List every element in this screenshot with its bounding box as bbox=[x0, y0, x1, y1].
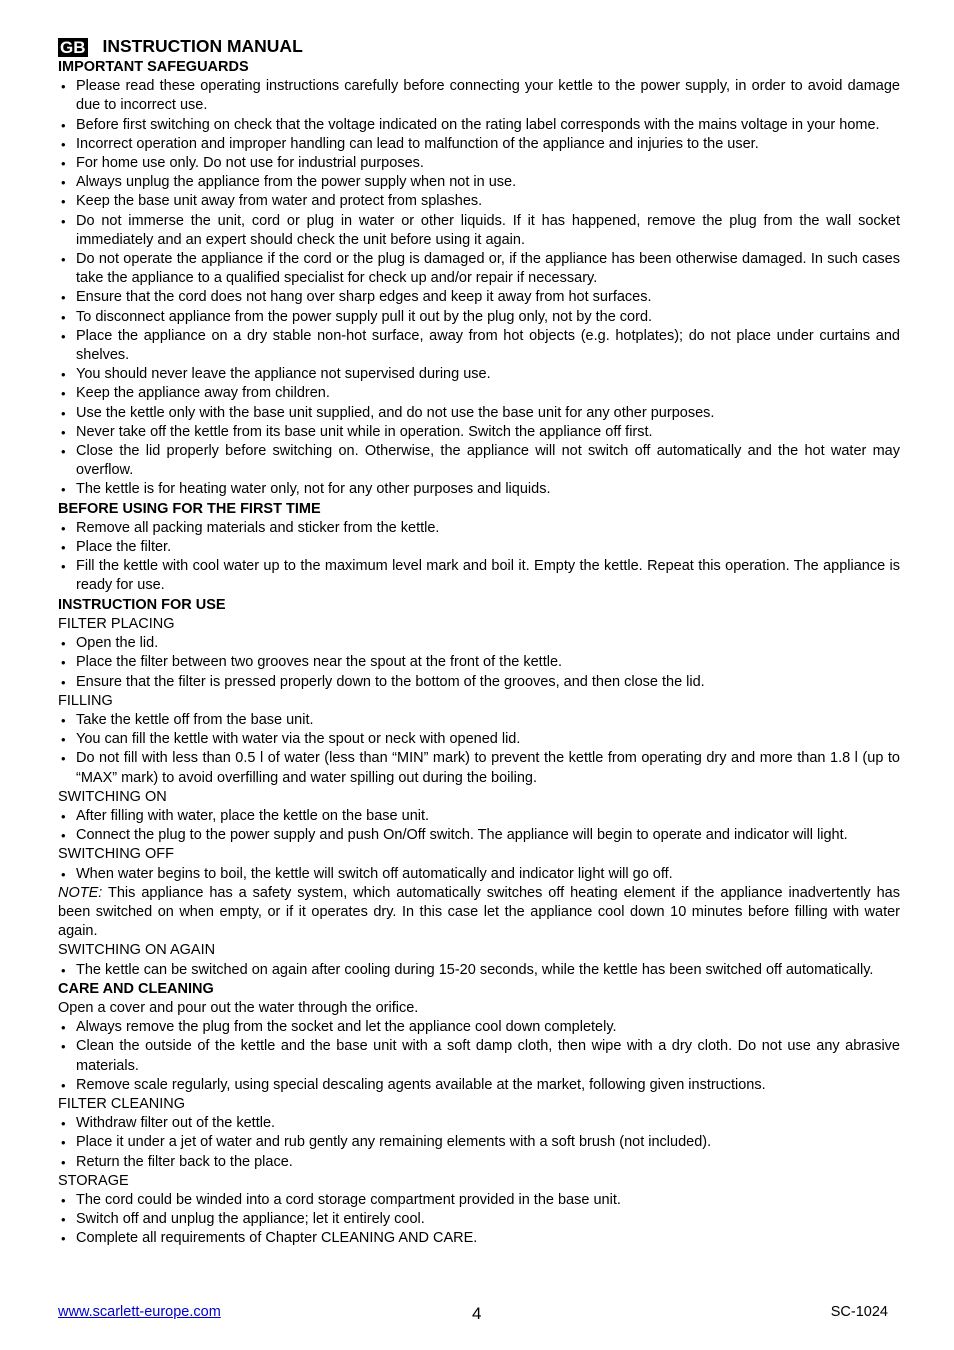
list-item: • Return the filter back to the place. bbox=[58, 1153, 900, 1172]
manual-page bbox=[58, 37, 900, 1249]
website-link[interactable]: www.scarlett-europe.com bbox=[58, 1304, 221, 1320]
list-item: • For home use only. Do not use for industrial purposes. bbox=[58, 154, 900, 173]
list-item: • After filling with water, place the kettle on the base unit. bbox=[58, 807, 900, 826]
safeguards-list bbox=[58, 77, 900, 499]
note-text: This appliance has a safety system, which automatically switches off heating element if the appliance inadvertently has been switched on when empty, or if it operates dry. In this case let the appliance cool down 10 minutes before filling with water again. bbox=[58, 884, 900, 940]
list-item: • Use the kettle only with the base unit supplied, and do not use the base unit for any other purposes. bbox=[58, 404, 900, 423]
list-item: • Place the filter. bbox=[58, 538, 900, 557]
list-item: • Place the appliance on a dry stable non-hot surface, away from hot objects (e.g. hotplates); do not place under curtains and shelves. bbox=[58, 327, 900, 365]
subheading-storage: STORAGE bbox=[58, 1172, 129, 1189]
list-item: • The cord could be winded into a cord storage compartment provided in the base unit. bbox=[58, 1191, 900, 1210]
list-item: • When water begins to boil, the kettle will switch off automatically and indicator light will go off. bbox=[58, 865, 900, 884]
list-item: • Incorrect operation and improper handling can lead to malfunction of the appliance and injuries to the user. bbox=[58, 135, 900, 154]
storage-list bbox=[58, 1191, 900, 1249]
title-row bbox=[58, 37, 900, 57]
list-item: • Remove all packing materials and sticker from the kettle. bbox=[58, 519, 900, 538]
list-item: • Switch off and unplug the appliance; let it entirely cool. bbox=[58, 1210, 900, 1229]
list-item: • Withdraw filter out of the kettle. bbox=[58, 1114, 900, 1133]
subheading-filter-placing: FILTER PLACING bbox=[58, 615, 175, 632]
first-time-list bbox=[58, 519, 900, 596]
list-item: • Ensure that the filter is pressed properly down to the bottom of the grooves, and then close the lid. bbox=[58, 673, 900, 692]
switching-on-list bbox=[58, 807, 900, 845]
care-intro: Open a cover and pour out the water through the orifice. bbox=[58, 999, 419, 1016]
list-item: • Keep the appliance away from children. bbox=[58, 384, 900, 403]
list-item: • Before first switching on check that the voltage indicated on the rating label corresponds with the mains voltage in your home. bbox=[58, 116, 900, 135]
list-item: • Always unplug the appliance from the power supply when not in use. bbox=[58, 173, 900, 192]
section-heading-safeguards: IMPORTANT SAFEGUARDS bbox=[58, 59, 249, 75]
subheading-switching-on: SWITCHING ON bbox=[58, 788, 167, 805]
filter-cleaning-list bbox=[58, 1114, 900, 1172]
list-item: • Close the lid properly before switching on. Otherwise, the appliance will not switch off automatically and the hot water may overflow. bbox=[58, 442, 900, 480]
subheading-filter-cleaning: FILTER CLEANING bbox=[58, 1095, 186, 1112]
note-paragraph bbox=[58, 884, 900, 942]
page-title: INSTRUCTION MANUAL bbox=[102, 36, 303, 57]
list-item: • Do not fill with less than 0.5 l of water (less than “MIN” mark) to prevent the kettle from operating dry and more than 1.8 l (up to “MAX” mark) to avoid overfilling and water spilling out during the boiling. bbox=[58, 749, 900, 787]
list-item: • Fill the kettle with cool water up to the maximum level mark and boil it. Empty the kettle. Repeat this operation. The appliance is ready for use. bbox=[58, 557, 900, 595]
list-item: • Ensure that the cord does not hang over sharp edges and keep it away from hot surfaces. bbox=[58, 288, 900, 307]
model-number: SC-1024 bbox=[830, 1304, 888, 1320]
note-label: NOTE: bbox=[58, 884, 103, 901]
filter-placing-list bbox=[58, 634, 900, 692]
list-item: • Place the filter between two grooves near the spout at the front of the kettle. bbox=[58, 653, 900, 672]
list-item: • Complete all requirements of Chapter CLEANING AND CARE. bbox=[58, 1229, 900, 1248]
subheading-filling: FILLING bbox=[58, 692, 113, 709]
section-heading-first-time: BEFORE USING FOR THE FIRST TIME bbox=[58, 500, 321, 517]
list-item: • The kettle can be switched on again after cooling during 15-20 seconds, while the kettle has been switched off automatically. bbox=[58, 961, 900, 980]
list-item: • To disconnect appliance from the power supply pull it out by the plug only, not by the cord. bbox=[58, 308, 900, 327]
list-item: • You can fill the kettle with water via the spout or neck with opened lid. bbox=[58, 730, 900, 749]
language-badge: GB bbox=[60, 37, 86, 57]
subheading-switching-on-again: SWITCHING ON AGAIN bbox=[58, 942, 216, 959]
list-item: • Place it under a jet of water and rub gently any remaining elements with a soft brush (not included). bbox=[58, 1133, 900, 1152]
page-footer bbox=[58, 1304, 888, 1324]
list-item: • Never take off the kettle from its base unit while in operation. Switch the appliance off first. bbox=[58, 423, 900, 442]
subheading-switching-off: SWITCHING OFF bbox=[58, 846, 174, 863]
list-item: • Do not immerse the unit, cord or plug in water or other liquids. If it has happened, remove the plug from the wall socket immediately and an expert should check the unit before using it again. bbox=[58, 212, 900, 250]
page-number: 4 bbox=[472, 1304, 482, 1323]
list-item: • Keep the base unit away from water and protect from splashes. bbox=[58, 192, 900, 211]
list-item: • Always remove the plug from the socket and let the appliance cool down completely. bbox=[58, 1018, 900, 1037]
list-item: • The kettle is for heating water only, not for any other purposes and liquids. bbox=[58, 480, 900, 499]
care-list bbox=[58, 1018, 900, 1095]
list-item: • Take the kettle off from the base unit. bbox=[58, 711, 900, 730]
list-item: • Remove scale regularly, using special descaling agents available at the market, following given instructions. bbox=[58, 1076, 900, 1095]
list-item: • You should never leave the appliance not supervised during use. bbox=[58, 365, 900, 384]
list-item: • Do not operate the appliance if the cord or the plug is damaged or, if the appliance has been otherwise damaged. In such cases take the appliance to a qualified specialist for check up and/or repair if necessary. bbox=[58, 250, 900, 288]
section-heading-use: INSTRUCTION FOR USE bbox=[58, 596, 226, 613]
list-item: • Connect the plug to the power supply and push On/Off switch. The appliance will begin to operate and indicator will light. bbox=[58, 826, 900, 845]
list-item: • Clean the outside of the kettle and the base unit with a soft damp cloth, then wipe with a dry cloth. Do not use any abrasive materials. bbox=[58, 1037, 900, 1075]
filling-list bbox=[58, 711, 900, 788]
switching-off-list bbox=[58, 865, 900, 884]
section-heading-care: CARE AND CLEANING bbox=[58, 980, 214, 997]
switching-on-again-list bbox=[58, 961, 900, 980]
list-item: • Please read these operating instructions carefully before connecting your kettle to the power supply, in order to avoid damage due to incorrect use. bbox=[58, 77, 900, 115]
list-item: • Open the lid. bbox=[58, 634, 900, 653]
